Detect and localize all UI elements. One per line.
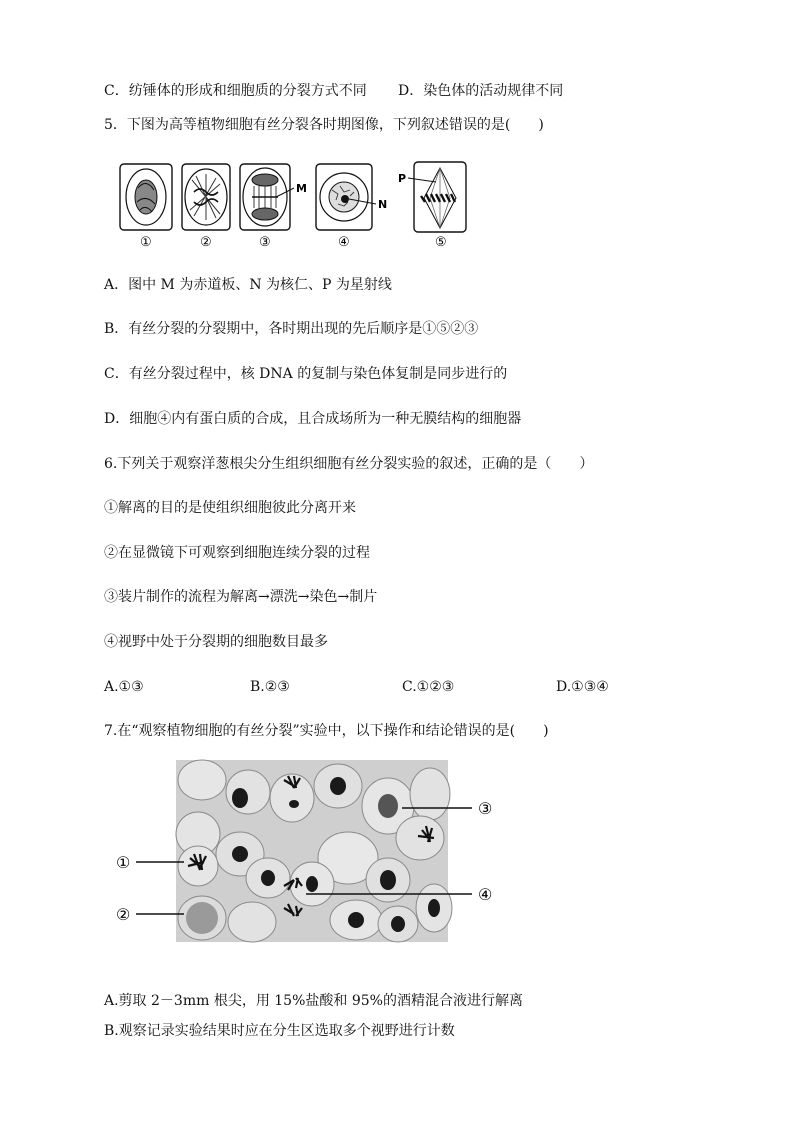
figure-label-3: ③ [478, 799, 493, 818]
q6-option-a: A.①③ [104, 679, 144, 695]
q7-option-a: A.剪取 2－3mm 根尖，用 15%盐酸和 95%的酒精混合液进行解离 [104, 993, 523, 1009]
q7-option-b: B.观察记录实验结果时应在分生区选取多个视野进行计数 [104, 1023, 455, 1039]
panel-label-4: ④ [338, 235, 350, 250]
panel-label-3: ③ [259, 235, 271, 250]
q6-option-c: C.①②③ [402, 679, 455, 695]
stage-panel-4 [316, 164, 376, 230]
marker-m: M [296, 182, 307, 195]
q5-option-d: D．细胞④内有蛋白质的合成，且合成场所为一种无膜结构的细胞器 [104, 411, 522, 427]
stage-panel-1 [120, 164, 172, 230]
q4-option-c: C．纺锤体的形成和细胞质的分裂方式不同 [104, 83, 367, 99]
figure-label-2: ② [116, 905, 131, 924]
q5-option-a: A．图中 M 为赤道板、N 为核仁、P 为星射线 [104, 277, 392, 293]
q4-option-d: D．染色体的活动规律不同 [398, 83, 564, 99]
figure-label-4: ④ [478, 885, 493, 904]
marker-p: P [398, 172, 407, 185]
micrograph-figure [112, 758, 512, 944]
mitosis-stages-figure [118, 158, 478, 250]
q6-stem: 6.下列关于观察洋葱根尖分生组织细胞有丝分裂实验的叙述，正确的是（ ） [104, 456, 594, 472]
q5-option-b: B．有丝分裂的分裂期中，各时期出现的先后顺序是①⑤②③ [104, 321, 479, 337]
stage-panel-3 [240, 164, 294, 230]
stage-panel-5 [408, 162, 466, 232]
q6-option-b: B.②③ [250, 679, 290, 695]
marker-n: N [378, 198, 388, 211]
q6-statement-2: ②在显微镜下可观察到细胞连续分裂的过程 [104, 545, 370, 561]
panel-label-5: ⑤ [435, 235, 447, 250]
q5-option-c: C．有丝分裂过程中，核 DNA 的复制与染色体复制是同步进行的 [104, 366, 508, 382]
q7-stem: 7.在“观察植物细胞的有丝分裂”实验中，以下操作和结论错误的是( ) [104, 723, 549, 739]
panel-label-2: ② [200, 235, 212, 250]
stage-panel-2 [182, 164, 230, 230]
q5-stem: 5．下图为高等植物细胞有丝分裂各时期图像，下列叙述错误的是( ) [104, 117, 544, 133]
figure-label-1: ① [116, 853, 131, 872]
q6-option-d: D.①③④ [556, 679, 609, 695]
q6-statement-1: ①解离的目的是使组织细胞彼此分离开来 [104, 500, 356, 516]
panel-label-1: ① [140, 235, 152, 250]
q6-statement-4: ④视野中处于分裂期的细胞数目最多 [104, 634, 328, 650]
q6-statement-3: ③装片制作的流程为解离→漂洗→染色→制片 [104, 589, 378, 605]
